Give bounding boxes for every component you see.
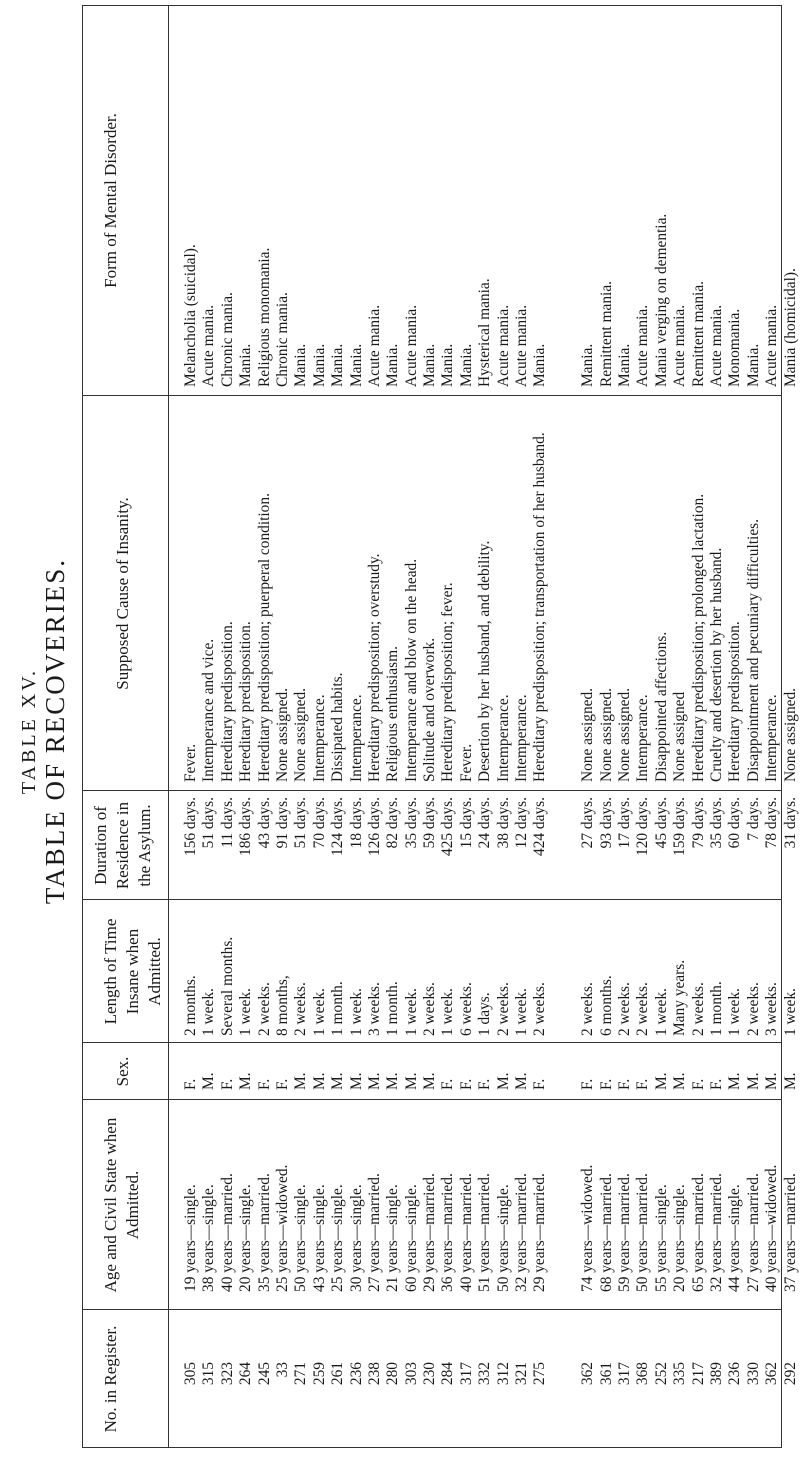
table-cell-sex: M. [384, 1072, 402, 1090]
header-form: Form of Mental Disorder. [101, 113, 120, 288]
table-cell-form: Mania. [384, 343, 402, 387]
table-cell-no: 264 [237, 1362, 255, 1386]
table-cell-duration: 35 days. [707, 797, 725, 849]
table-cell-cause: Hereditary predisposition; puerperal condition. [255, 493, 273, 782]
age-civil-state-column [182, 1102, 800, 1292]
table-cell-cause: None assigned. [273, 687, 291, 782]
table-cell-sex: F. [689, 1078, 707, 1090]
table-cell-sex: M. [292, 1072, 310, 1090]
table-cell-age: 51 years—married. [476, 1173, 494, 1292]
table-cell-length: 2 months. [182, 975, 199, 1036]
table-cell-length: 2 weeks. [421, 982, 439, 1036]
table-cell-form: Mania. [347, 343, 365, 387]
table-cell-cause: Intemperance. [513, 694, 531, 782]
table-cell-duration: 27 days. [579, 797, 597, 849]
table-cell-sex: M. [329, 1072, 347, 1090]
table-cell-length: 1 days. [476, 992, 494, 1036]
divider [82, 899, 782, 900]
table-cell-age: 20 years—single. [671, 1184, 689, 1292]
table-cell-duration: 156 days. [182, 797, 199, 856]
table-cell-cause: None assigned. [579, 687, 597, 782]
table-cell-no: 284 [439, 1362, 457, 1386]
table-cell-sex: M. [744, 1072, 762, 1090]
table-cell-length: 2 weeks. [689, 982, 707, 1036]
table-cell-no: 271 [292, 1362, 310, 1386]
table-cell-no: 317 [616, 1362, 633, 1386]
table-cell-age: 25 years—widowed. [273, 1164, 291, 1292]
table-cell-sex: M. [494, 1072, 512, 1090]
table-cell-sex: F. [707, 1078, 725, 1090]
table-cell-cause: Fever. [182, 743, 199, 782]
table-cell-age: 29 years—married. [421, 1173, 439, 1292]
table-cell-sex: M. [200, 1072, 218, 1090]
table-cell-no: 305 [182, 1362, 199, 1386]
table-cell-duration: 18 days. [347, 797, 365, 849]
table-cell-age: 21 years—single. [384, 1184, 402, 1292]
table-cell-no: 312 [494, 1362, 512, 1386]
table-cell-length: 1 month. [384, 981, 402, 1036]
table-cell-cause: Cruelty and desertion by her husband. [707, 547, 725, 782]
cause-column [182, 398, 800, 782]
table-cell-sex: F. [531, 1078, 549, 1090]
table-cell-duration: 7 days. [744, 797, 762, 841]
table-cell-cause: Hereditary predisposition; fever. [439, 582, 457, 782]
table-cell-age: 50 years—married. [634, 1173, 652, 1292]
table-cell-form: Acute mania. [707, 304, 725, 387]
row-gap [568, 1362, 579, 1442]
table-cell-sex: M. [402, 1072, 420, 1090]
table-cell-length: 6 months. [597, 975, 615, 1036]
table-cell-cause: Hereditary predisposition. [726, 621, 744, 782]
table-cell-form: Acute mania. [634, 304, 652, 387]
table-cell-length: 3 weeks. [763, 982, 781, 1036]
table-cell-sex: M. [763, 1072, 781, 1090]
header-sex: Sex. [113, 1056, 132, 1087]
table-cell-cause: Fever. [457, 743, 475, 782]
table-cell-age: 37 years—married. [781, 1173, 799, 1292]
row-gap [568, 797, 579, 897]
table-cell-sex: F. [273, 1078, 291, 1090]
table-cell-no: 389 [707, 1362, 725, 1386]
table-cell-duration: 15 days. [457, 797, 475, 849]
table-cell-sex: F. [634, 1078, 652, 1090]
table-cell-no: 332 [476, 1362, 494, 1386]
table-cell-no: 321 [513, 1362, 531, 1386]
table-cell-age: 30 years—single. [347, 1184, 365, 1292]
table-number: TABLE XV. [18, 667, 40, 795]
table-cell-length: 1 week. [237, 988, 255, 1036]
table-cell-form: Acute mania. [402, 304, 420, 387]
table-cell-length: 6 weeks. [457, 982, 475, 1036]
table-cell-duration: 43 days. [255, 797, 273, 849]
divider [82, 1042, 782, 1043]
table-cell-form: Remittent mania. [689, 281, 707, 387]
table-cell-length: 1 week. [402, 988, 420, 1036]
table-cell-form: Mania (homicidal). [781, 268, 799, 387]
table-cell-duration: 11 days. [218, 797, 236, 848]
table-cell-duration: 78 days. [763, 797, 781, 849]
table-cell-age: 32 years—married. [513, 1173, 531, 1292]
table-cell-cause: Intemperance. [347, 694, 365, 782]
table-cell-length: 1 week. [726, 988, 744, 1036]
row-gap [568, 398, 579, 782]
table-cell-cause: None assigned. [597, 687, 615, 782]
table-cell-duration: 31 days. [781, 797, 799, 849]
table-cell-sex: M. [652, 1072, 670, 1090]
table-cell-no: 245 [255, 1362, 273, 1386]
table-cell-sex: F. [439, 1078, 457, 1090]
table-cell-sex: M. [421, 1072, 439, 1090]
table-cell-no: 315 [200, 1362, 218, 1386]
row-gap [568, 1046, 579, 1090]
table-cell-sex: M. [347, 1072, 365, 1090]
table-cell-age: 35 years—married. [255, 1173, 273, 1292]
table-cell-cause: Hereditary predisposition; prolonged lactation. [689, 493, 707, 782]
table-cell-length: 2 weeks. [616, 982, 633, 1036]
table-cell-cause: None assigned. [616, 687, 633, 782]
table-cell-cause: None assigned [671, 691, 689, 782]
table-cell-no: 361 [597, 1362, 615, 1386]
table-cell-cause: Religious enthusiasm. [384, 646, 402, 782]
table-cell-no: 362 [579, 1362, 597, 1386]
table-cell-length: 1 week. [310, 988, 328, 1036]
table-cell-age: 40 years—married. [218, 1173, 236, 1292]
table-cell-sex: M. [365, 1072, 383, 1090]
table-cell-length: 2 weeks. [494, 982, 512, 1036]
table-cell-form: Chronic mania. [273, 292, 291, 387]
table-cell-cause: None assigned. [292, 687, 310, 782]
table-cell-cause: Intemperance. [634, 694, 652, 782]
table-cell-length: 1 week. [652, 988, 670, 1036]
table-cell-age: 27 years—married. [365, 1173, 383, 1292]
table-cell-sex: F. [255, 1078, 273, 1090]
table-cell-no: 33 [273, 1362, 291, 1378]
row-gap [568, 1102, 579, 1292]
sex-column [182, 1046, 800, 1090]
table-cell-length: Several months. [218, 936, 236, 1036]
table-cell-age: 43 years—single. [310, 1184, 328, 1292]
header-age: Age and Civil State when Admitted. [101, 1117, 142, 1293]
table-cell-duration: 70 days. [310, 797, 328, 849]
table-cell-duration: 51 days. [200, 797, 218, 849]
table-cell-duration: 82 days. [384, 797, 402, 849]
table-cell-form: Mania verging on dementia. [652, 213, 670, 387]
table-cell-form: Mania. [744, 343, 762, 387]
table-cell-age: 65 years—married. [689, 1173, 707, 1292]
table-cell-no: 259 [310, 1362, 328, 1386]
table-cell-no: 362 [763, 1362, 781, 1386]
table-cell-sex: M. [781, 1072, 799, 1090]
table-cell-duration: 79 days. [689, 797, 707, 849]
table-cell-duration: 91 days. [273, 797, 291, 849]
table-cell-duration: 17 days. [616, 797, 633, 849]
table-cell-form: Acute mania. [763, 304, 781, 387]
header-divider [168, 5, 169, 1448]
table-cell-age: 20 years—single. [237, 1184, 255, 1292]
table-cell-cause: Intemperance. [310, 694, 328, 782]
table-cell-age: 50 years—single. [292, 1184, 310, 1292]
table-cell-length: 1 week. [439, 988, 457, 1036]
table-cell-age: 50 years—single. [494, 1184, 512, 1292]
table-cell-sex: M. [513, 1072, 531, 1090]
table-cell-form: Chronic mania. [218, 292, 236, 387]
table-cell-duration: 35 days. [402, 797, 420, 849]
table-cell-length: 2 weeks. [255, 982, 273, 1036]
table-cell-form: Remittent mania. [597, 281, 615, 387]
table-cell-duration: 45 days. [652, 797, 670, 849]
table-cell-form: Acute mania. [365, 304, 383, 387]
table-cell-duration: 120 days. [634, 797, 652, 856]
table-cell-cause: Disappointed affections. [652, 631, 670, 782]
table-cell-form: Mania. [457, 343, 475, 387]
table-cell-no: 323 [218, 1362, 236, 1386]
table-cell-no: 236 [347, 1362, 365, 1386]
table-cell-duration: 159 days. [671, 797, 689, 856]
table-cell-form: Mania. [531, 343, 549, 387]
table-cell-length: 1 month. [329, 981, 347, 1036]
table-cell-form: Acute mania. [513, 304, 531, 387]
table-cell-age: 27 years—married. [744, 1173, 762, 1292]
table-cell-sex: F. [457, 1078, 475, 1090]
table-cell-form: Mania. [616, 343, 633, 387]
divider [82, 395, 782, 396]
table-cell-no: 330 [744, 1362, 762, 1386]
table-cell-age: 25 years—single. [329, 1184, 347, 1292]
table-cell-duration: 59 days. [421, 797, 439, 849]
table-cell-no: 261 [329, 1362, 347, 1386]
table-cell-form: Acute mania. [200, 304, 218, 387]
table-cell-cause: Intemperance. [763, 694, 781, 782]
table-cell-duration: 424 days. [531, 797, 549, 856]
table-cell-length: 1 month. [707, 981, 725, 1036]
table-cell-sex: F. [182, 1078, 199, 1090]
register-number-column [182, 1362, 800, 1442]
table-cell-cause: Solitude and overwork. [421, 637, 439, 782]
table-cell-age: 74 years—widowed. [579, 1164, 597, 1292]
table-cell-sex: F. [218, 1078, 236, 1090]
table-cell-duration: 12 days. [513, 797, 531, 849]
table-cell-form: Mania. [579, 343, 597, 387]
table-cell-form: Mania. [292, 343, 310, 387]
table-cell-no: 292 [781, 1362, 799, 1386]
table-cell-form: Hysterical mania. [476, 278, 494, 387]
table-cell-length: 3 weeks. [365, 982, 383, 1036]
table-cell-sex: F. [579, 1078, 597, 1090]
table-cell-sex: M. [237, 1072, 255, 1090]
table-cell-duration: 93 days. [597, 797, 615, 849]
table-cell-sex: M. [310, 1072, 328, 1090]
table-cell-no: 236 [726, 1362, 744, 1386]
table-cell-age: 29 years—married. [531, 1173, 549, 1292]
table-cell-cause: None assigned. [781, 687, 799, 782]
table-cell-length: 2 weeks. [579, 982, 597, 1036]
table-cell-form: Mania. [421, 343, 439, 387]
form-column [182, 7, 800, 387]
table-cell-no: 252 [652, 1362, 670, 1386]
row-gap [568, 902, 579, 1036]
table-cell-duration: 425 days. [439, 797, 457, 856]
table-cell-no: 368 [634, 1362, 652, 1386]
table-cell-length: 1 week. [781, 988, 799, 1036]
duration-column [182, 797, 800, 897]
table-cell-length: 2 weeks. [744, 982, 762, 1036]
table-cell-no: 275 [531, 1362, 549, 1386]
table-cell-form: Acute mania. [494, 304, 512, 387]
table-cell-cause: Intemperance and vice. [200, 638, 218, 782]
table-cell-form: Mania. [310, 343, 328, 387]
table-cell-form: Religious monomania. [255, 247, 273, 387]
table-cell-age: 60 years—single. [402, 1184, 420, 1292]
table-cell-duration: 126 days. [365, 797, 383, 856]
header-duration: Duration of Residence in the Asylum. [91, 801, 154, 890]
table-cell-no: 303 [402, 1362, 420, 1386]
table-cell-duration: 186 days. [237, 797, 255, 856]
table-cell-duration: 38 days. [494, 797, 512, 849]
table-cell-age: 68 years—married. [597, 1173, 615, 1292]
table-title: TABLE OF RECOVERIES. [40, 557, 70, 905]
table-cell-length: 2 weeks. [634, 982, 652, 1036]
length-insane-column [182, 902, 800, 1036]
table-cell-duration: 24 days. [476, 797, 494, 849]
table-cell-sex: M. [726, 1072, 744, 1090]
divider [82, 1309, 782, 1310]
table-cell-no: 230 [421, 1362, 439, 1386]
table-cell-age: 40 years—widowed. [763, 1164, 781, 1292]
table-cell-length: 2 weeks. [292, 982, 310, 1036]
header-length: Length of Time Insane when Admitted. [101, 918, 164, 1025]
table-cell-cause: Hereditary predisposition. [237, 621, 255, 782]
table-cell-sex: F. [476, 1078, 494, 1090]
table-cell-age: 59 years—married. [616, 1173, 633, 1292]
table-cell-length: 1 week. [200, 988, 218, 1036]
table-cell-cause: Hereditary predisposition. [218, 621, 236, 782]
table-cell-age: 44 years—single. [726, 1184, 744, 1292]
table-cell-length: 8 months, [273, 975, 291, 1036]
table-cell-age: 40 years—married. [457, 1173, 475, 1292]
table-cell-no: 335 [671, 1362, 689, 1386]
table-cell-age: 36 years—married. [439, 1173, 457, 1292]
table-cell-no: 217 [689, 1362, 707, 1386]
table-cell-cause: Hereditary predisposition; transportation of her husband. [531, 432, 549, 782]
table-cell-length: 2 weeks. [531, 982, 549, 1036]
table-cell-no: 280 [384, 1362, 402, 1386]
table-cell-cause: Dissipated habits. [329, 672, 347, 782]
table-cell-duration: 124 days. [329, 797, 347, 856]
table-cell-age: 19 years—single. [182, 1184, 199, 1292]
table-cell-cause: Desertion by her husband, and debility. [476, 540, 494, 782]
table-cell-cause: Disappointment and pecuniary difficulties. [744, 518, 762, 782]
table-cell-length: 1 week. [513, 988, 531, 1036]
table-cell-duration: 60 days. [726, 797, 744, 849]
table-cell-cause: Intemperance. [494, 694, 512, 782]
table-cell-age: 32 years—married. [707, 1173, 725, 1292]
header-cause: Supposed Cause of Insanity. [113, 497, 132, 690]
table-cell-cause: Intemperance and blow on the head. [402, 558, 420, 782]
table-cell-age: 55 years—single. [652, 1184, 670, 1292]
table-cell-form: Mania. [329, 343, 347, 387]
table-cell-cause: Hereditary predisposition; overstudy. [365, 553, 383, 782]
row-gap [568, 7, 579, 387]
header-no: No. in Register. [101, 1325, 120, 1433]
table-cell-duration: 51 days. [292, 797, 310, 849]
table-cell-length: Many years. [671, 959, 689, 1036]
table-cell-form: Acute mania. [671, 304, 689, 387]
table-cell-form: Mania. [237, 343, 255, 387]
table-cell-no: 238 [365, 1362, 383, 1386]
table-cell-form: Monomania. [726, 308, 744, 387]
table-cell-length: 1 week. [347, 988, 365, 1036]
table-cell-sex: M. [671, 1072, 689, 1090]
table-cell-no: 317 [457, 1362, 475, 1386]
table-cell-form: Mania. [439, 343, 457, 387]
table-cell-sex: F. [597, 1078, 615, 1090]
divider [82, 1099, 782, 1100]
table-cell-age: 38 years—single. [200, 1184, 218, 1292]
divider [82, 790, 782, 791]
table-cell-sex: F. [616, 1078, 633, 1090]
table-cell-form: Melancholia (suicidal). [182, 244, 199, 387]
